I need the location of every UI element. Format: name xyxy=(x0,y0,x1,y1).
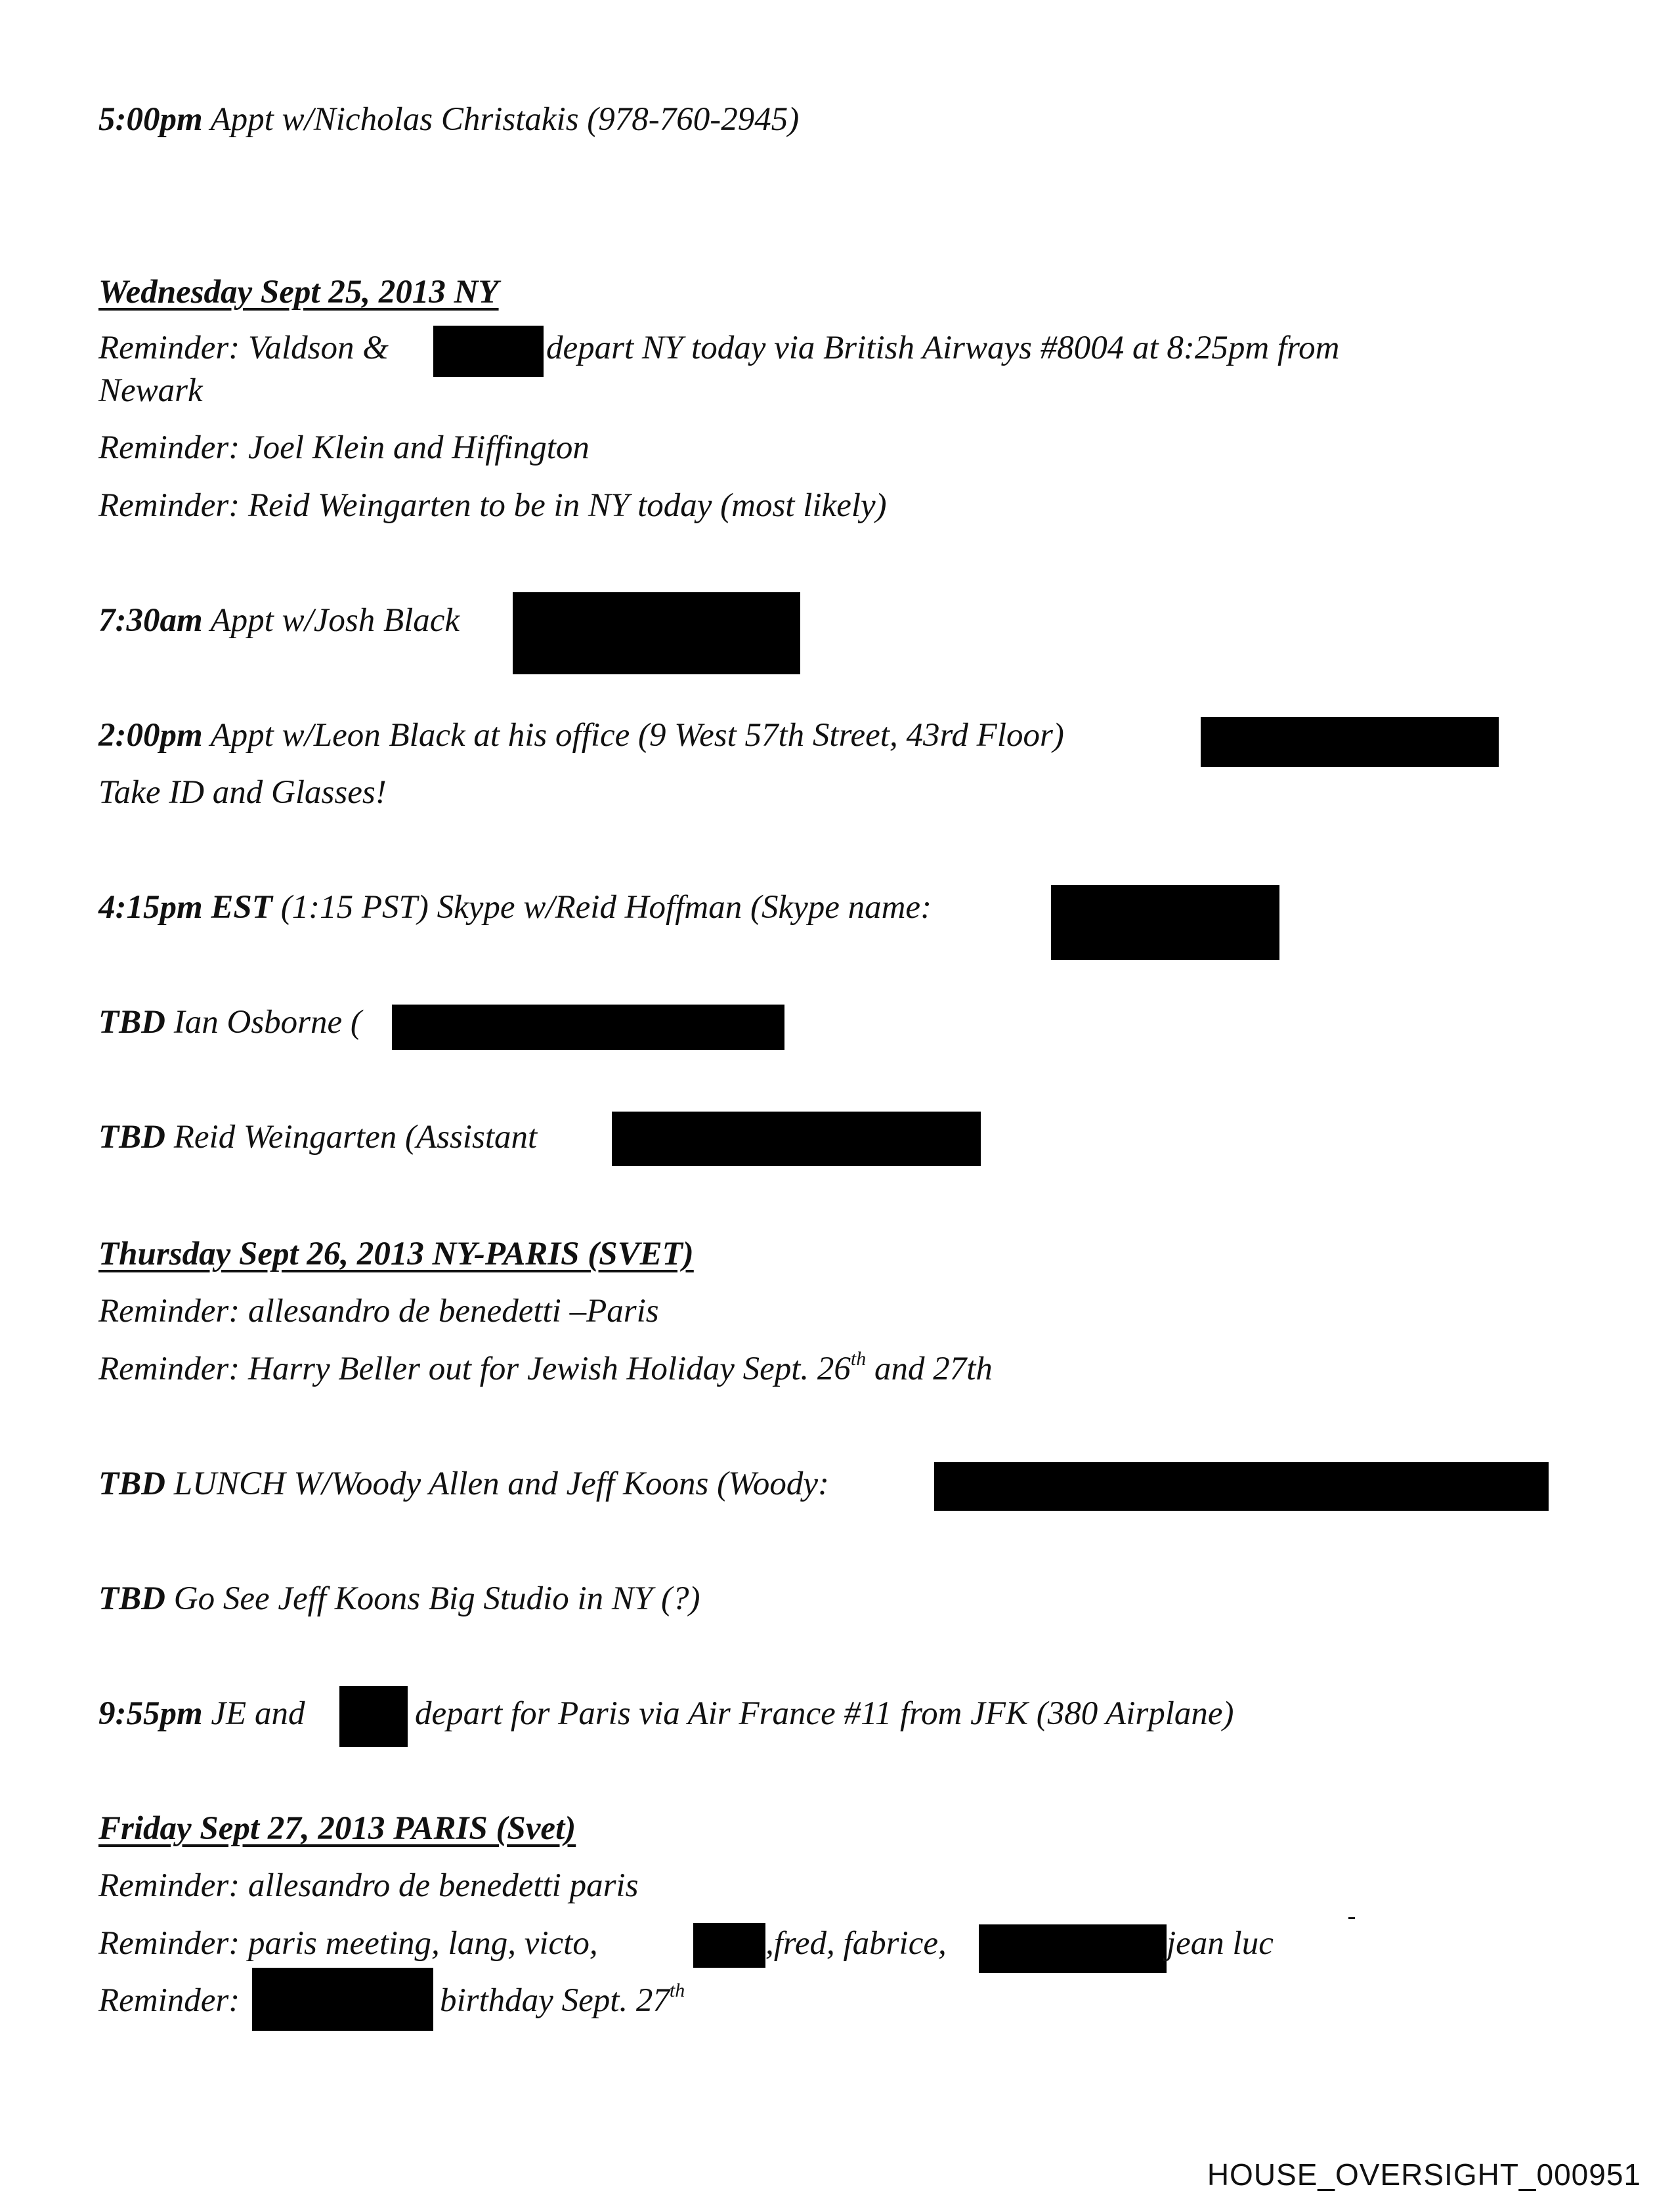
reminder-benedetti: Reminder: allesandro de benedetti –Paris xyxy=(98,1293,659,1330)
time: 9:55pm xyxy=(98,1695,203,1732)
reminder-text: Reminder: Harry Beller out for Jewish Holiday Sept. 26 xyxy=(98,1351,851,1387)
appt-text: (1:15 PST) Skype w/Reid Hoffman (Skype name: xyxy=(272,889,932,926)
reminder-text: and 27th xyxy=(866,1351,993,1387)
time: TBD xyxy=(98,1004,165,1041)
appt-christakis xyxy=(98,103,799,137)
superscript: th xyxy=(850,1348,867,1370)
reminder-valdson xyxy=(98,332,389,365)
reminder-valdson-cont xyxy=(546,332,1339,365)
reminder-birthday-cont xyxy=(440,1980,685,2019)
reminder-paris-meeting xyxy=(98,1927,598,1961)
day-heading-friday: Friday Sept 27, 2013 PARIS (Svet) xyxy=(98,1810,576,1847)
appt-text: Go See Jeff Koons Big Studio in NY (?) xyxy=(165,1580,700,1617)
tbd-weingarten xyxy=(98,1121,537,1154)
superscript: th xyxy=(669,1980,685,2001)
reminder-klein: Reminder: Joel Klein and Hiffington xyxy=(98,429,590,466)
time: 5:00pm xyxy=(98,101,203,138)
reminder-benedetti-paris: Reminder: allesandro de benedetti paris xyxy=(98,1867,639,1904)
note-take-id: Take ID and Glasses! xyxy=(98,774,387,811)
day-heading-wednesday: Wednesday Sept 25, 2013 NY xyxy=(98,274,499,311)
tbd-lunch-allen-koons xyxy=(98,1467,829,1501)
appt-josh-black xyxy=(98,604,460,638)
day-heading-thursday: Thursday Sept 26, 2013 NY-PARIS (SVET) xyxy=(98,1236,694,1272)
time: 7:30am xyxy=(98,602,203,639)
appt-text: LUNCH W/Woody Allen and Jeff Koons (Woody: xyxy=(165,1465,829,1502)
reminder-paris-meeting-end: jean luc xyxy=(1167,1925,1274,1962)
flight-air-france xyxy=(98,1697,305,1731)
redaction-box xyxy=(433,326,544,377)
redaction-box xyxy=(1201,717,1499,767)
time: TBD xyxy=(98,1580,165,1617)
reminder-text: Reminder: Valdson & xyxy=(98,330,389,366)
reminder-valdson-wrap: Newark xyxy=(98,372,203,409)
tbd-koons-studio xyxy=(98,1582,700,1616)
tbd-osborne xyxy=(98,1006,362,1039)
redaction-box xyxy=(513,592,800,674)
skype-hoffman xyxy=(98,891,932,924)
appt-text: Reid Weingarten (Assistant xyxy=(165,1119,538,1156)
time: TBD xyxy=(98,1119,165,1156)
redaction-box xyxy=(1051,885,1279,960)
reminder-text: Reminder: paris meeting, lang, victo, xyxy=(98,1925,598,1962)
reminder-paris-meeting-cont: ,fred, fabrice, xyxy=(765,1925,947,1962)
bates-number: HOUSE_OVERSIGHT_000951 xyxy=(1207,2158,1641,2192)
redaction-box xyxy=(252,1968,433,2031)
redaction-box xyxy=(392,1005,784,1050)
reminder-birthday xyxy=(98,1984,240,2018)
redaction-box xyxy=(979,1924,1167,1973)
redaction-box xyxy=(693,1923,765,1968)
appt-leon-black xyxy=(98,719,1064,752)
reminder-weingarten: Reminder: Reid Weingarten to be in NY today (most likely) xyxy=(98,487,887,524)
appt-text: Appt w/Leon Black at his office (9 West 57th Street, 43rd Floor) xyxy=(202,717,1064,754)
stray-mark xyxy=(1348,1917,1355,1919)
appt-text: Ian Osborne ( xyxy=(165,1004,362,1041)
redaction-box xyxy=(934,1462,1549,1511)
reminder-text: depart NY today via British Airways #8004 at 8:25pm from xyxy=(546,330,1340,366)
reminder-beller xyxy=(98,1348,993,1387)
appt-text: Appt w/Josh Black xyxy=(202,602,460,639)
redaction-box xyxy=(339,1686,408,1747)
time: TBD xyxy=(98,1465,165,1502)
redaction-box xyxy=(612,1112,981,1166)
appt-text: JE and xyxy=(202,1695,305,1732)
flight-air-france-cont: depart for Paris via Air France #11 from JFK (380 Airplane) xyxy=(415,1695,1234,1732)
reminder-text: Reminder: xyxy=(98,1982,240,2019)
time: 4:15pm EST xyxy=(98,889,272,926)
time: 2:00pm xyxy=(98,717,203,754)
appt-text: Appt w/Nicholas Christakis (978-760-2945) xyxy=(202,101,800,138)
reminder-text: birthday Sept. 27 xyxy=(440,1982,670,2019)
